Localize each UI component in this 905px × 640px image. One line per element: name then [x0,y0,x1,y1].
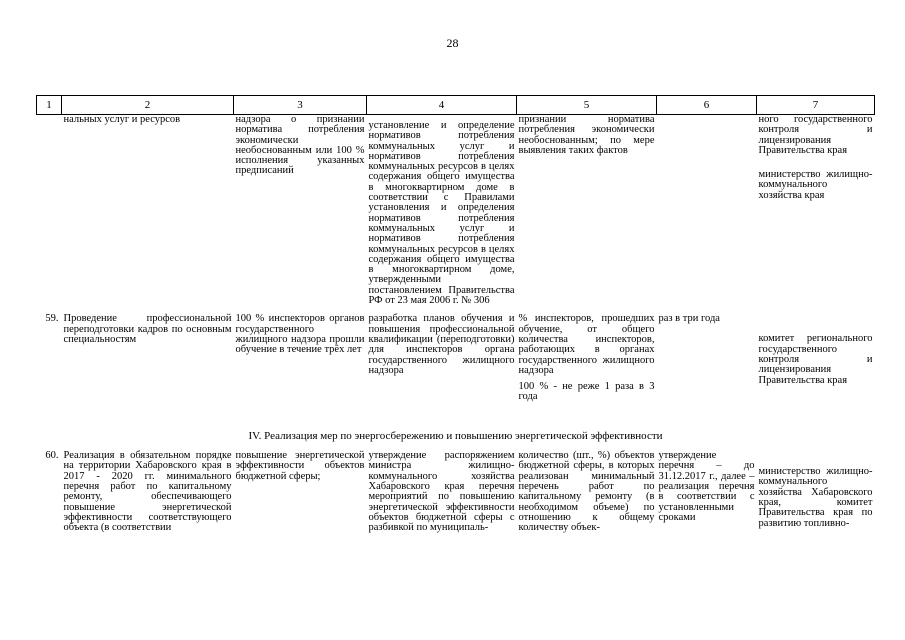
header-col-1: 1 [37,96,62,115]
row-number: 60. [45,450,59,462]
cell-responsible: министерство жилищно-коммунального хозяйства Хабаровского края, комитет Правительства края по развитию топливно- [758,466,873,529]
header-col-4: 4 [367,96,517,115]
responsible-part-1: ного государственного контроля и лицензирования Правительства края [758,114,873,156]
page-number: 28 [446,36,459,50]
row-number: 59. [45,313,59,325]
responsible-part-2: министерство жилищно-коммунального хозяйства края [758,169,873,201]
cell-result: повышение энергетической эффективности объектов бюджетной сферы; [235,450,365,482]
cell-result: 100 % инспекторов органов государственного жилищного надзора прошли обучение в течение трёх лет [235,313,365,356]
cell-action: разработка планов обучения и повышения профессиональной квалификации (переподготовки) для инспекторов органа государственного жилищного надзора [368,313,515,376]
table-row-59 [37,314,875,402]
indicator-part-1: % инспекторов, прошедших обучение, от общего количества инспекторов, работающих в органах государственного жилищного надзора [518,313,655,376]
header-col-7: 7 [757,96,875,115]
section-heading-row [37,403,875,451]
cell-deadline [657,115,757,307]
table-header [37,96,875,115]
cell-action: установление и определение нормативов потребления коммунальных услуг и нормативов потребления коммунальных ресурсов в целях содержания общего имущества в многоквартирном доме в соответствии с Правилами установления и определения нормативов потребления коммунальных услуг и нормативов потребления коммунальных ресурсов в целях содержания общего имущества в многоквартирном доме, утвержденными постановлением Правительства РФ от 23 мая 2006 г. № 306 [368,120,515,307]
indicator-part-2: 100 % - не реже 1 раза в 3 года [518,381,655,403]
measures-table [36,95,875,533]
header-col-6: 6 [657,96,757,115]
cell-responsible: комитет регионального государственного контроля и лицензирования Правительства края [758,333,873,386]
cell-measure: Реализация в обязательном порядке на территории Хабаровского края в 2017 - 2020 гг. минимального перечня работ по капитальному ремонту, обеспечивающего повышение энергетической эффективности соответствующего объекта (в соответствии [63,450,232,534]
header-col-3: 3 [234,96,367,115]
cell-action: утверждение распоряжением министра жилищно-коммунального хозяйства Хабаровского края перечня мероприятий по повышению энергетической эффективности объектов бюджетной сферы с разбивкой по муниципаль- [368,450,515,534]
section-title: IV. Реализация мер по энергосбережению и повышению энергетической эффективности [248,429,663,442]
header-col-2: 2 [62,96,234,115]
cell-deadline: раз в три года [658,313,720,325]
table-row-60 [37,451,875,533]
cell-measure: нальных услуг и ресурсов [63,114,181,125]
header-col-5: 5 [517,96,657,115]
cell-indicator: признании норматива потребления экономически необоснованным; по мере выявления таких фактов [518,114,655,156]
cell-indicator [517,314,657,402]
cell-deadline: утверждение перечня – до 31.12.2017 г., далее – реализация перечня в соответствии с установленными сроками [658,450,755,523]
cell-measure: Проведение профессиональной переподготовки кадров по основным специальностям [63,313,232,345]
cell-responsible [757,115,875,307]
table-row-continued [37,115,875,307]
cell-indicator: количество (шт., %) объектов бюджетной сферы, в которых реализован минимальный перечень работ по капитальному ремонту (в необходимом объеме) по отношению к общему количеству объек- [518,450,655,534]
cell-result: надзора о признании норматива потребления экономически необоснованным или 100 % исполнения указанных предписаний [235,114,365,177]
